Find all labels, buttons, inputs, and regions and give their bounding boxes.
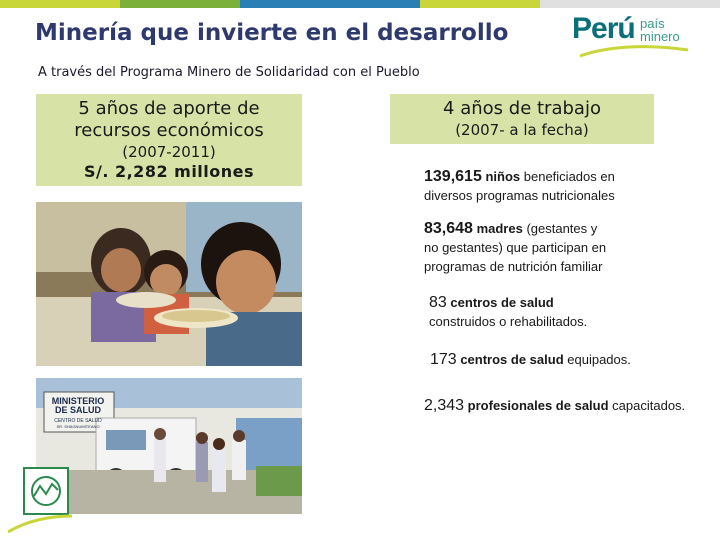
stat-children-line-2: diversos programas nutricionales: [424, 188, 615, 203]
peru-pais-minero-logo: [572, 12, 692, 62]
page-title: Minería que invierte en el desarrollo: [35, 20, 509, 46]
work-line-1: 4 años de trabajo: [443, 98, 601, 119]
logo-tagline-2: minero: [640, 29, 680, 44]
bar-segment-lime: [0, 0, 120, 8]
logo-tagline-1: país: [640, 16, 665, 31]
children-eating-photo: [36, 202, 302, 366]
stat-professionals-keyword: profesionales de salud: [467, 398, 609, 413]
work-summary-box: [390, 94, 654, 144]
stat-centers-built-keyword: centros de salud: [450, 295, 554, 310]
stat-children-number: 139,615: [424, 168, 482, 185]
stat-children-keyword: niños: [485, 169, 521, 184]
health-center-photo: [36, 378, 302, 514]
swoosh-icon: [578, 42, 690, 60]
circle-line-chart-icon: [8, 462, 72, 534]
stat-mothers-line-3: programas de nutrición familiar: [424, 259, 603, 274]
stat-centers-equipped-rest: equipados.: [567, 352, 631, 367]
bar-segment-lime-2: [420, 0, 540, 8]
bar-segment-green: [120, 0, 240, 8]
stat-centers-built-number: 83: [429, 294, 447, 311]
stat-mothers-rest: (gestantes y: [526, 221, 598, 236]
stat-professionals-number: 2,343: [424, 397, 465, 414]
stat-centers-equipped: [430, 350, 720, 369]
stat-professionals-rest: capacitados.: [612, 398, 686, 413]
stat-children-rest: beneficiados en: [523, 169, 615, 184]
work-period: (2007- a la fecha): [455, 121, 589, 139]
investment-summary-box: [36, 94, 302, 186]
investment-line-2: recursos económicos: [74, 120, 264, 141]
program-emblem: [8, 462, 72, 534]
investment-amount: S/. 2,282 millones: [83, 162, 255, 181]
logo-wordmark: Perú: [572, 12, 635, 45]
stat-centers-built: [429, 293, 719, 331]
page-subtitle: A través del Programa Minero de Solidaridad con el Pueblo: [38, 65, 420, 80]
stat-centers-equipped-keyword: centros de salud: [460, 352, 564, 367]
logo-tagline: [640, 17, 680, 43]
bar-segment-blue: [240, 0, 420, 8]
stat-mothers-line-2: no gestantes) que participan en: [424, 240, 607, 255]
stat-centers-built-line-2: construidos o rehabilitados.: [429, 314, 588, 329]
stat-professionals: [424, 396, 718, 415]
investment-period: (2007-2011): [122, 143, 216, 161]
stat-mothers-number: 83,648: [424, 220, 473, 237]
sign-line-1: MINISTERIO: [51, 396, 105, 406]
top-color-bar: [0, 0, 720, 8]
stat-mothers-keyword: madres: [476, 221, 523, 236]
sign-line-4: SR. SHAGNUMITEANO: [56, 424, 100, 429]
investment-line-1: 5 años de aporte de: [78, 98, 260, 119]
sign-line-2: DE SALUD: [54, 405, 102, 415]
stat-centers-equipped-number: 173: [430, 351, 457, 368]
sign-line-3: CENTRO DE SALUD: [54, 418, 102, 424]
stat-children: [424, 167, 714, 205]
stat-mothers: [424, 219, 714, 276]
bar-segment-gray: [540, 0, 720, 8]
